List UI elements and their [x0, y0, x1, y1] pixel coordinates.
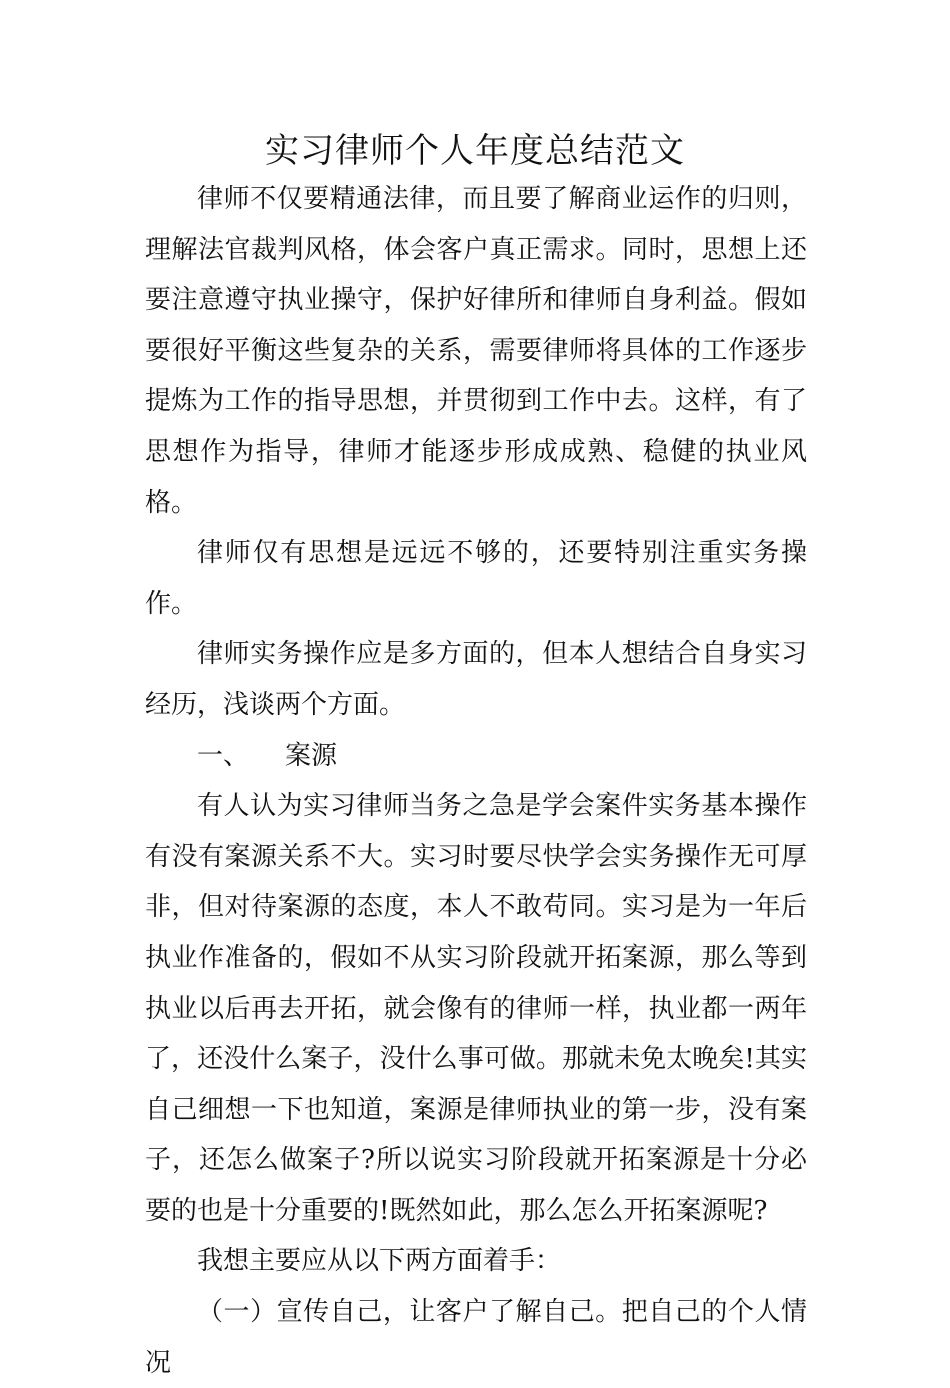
section-heading-number: 一、 [197, 740, 250, 771]
paragraph-two-directions: 我想主要应从以下两方面着手： [197, 1246, 562, 1277]
paragraph-practice-note: 律师仅有思想是远远不够的，还要特别注重实务操作。 [145, 538, 807, 619]
paragraph-two-aspects: 律师实务操作应是多方面的，但本人想结合自身实习经历，浅谈两个方面。 [145, 639, 807, 720]
paragraph-case-source: 有人认为实习律师当务之急是学会案件实务基本操作有没有案源关系不大。实习时要尽快学会实务操作无可厚非，但对待案源的态度，本人不敢苟同。实习是为一年后执业作准备的，假如不从实习阶段就开拓案源，那么等到执业以后再去开拓，就会像有的律师一样，执业都一两年了，还没什么案子，没什么事可做。那就未免太晚矣!其实自己细想一下也知道，案源是律师执业的第一步，没有案子，还怎么做案子?所以说实习阶段就开拓案源是十分必要的也是十分重要的!既然如此，那么怎么开拓案源呢? [145, 791, 807, 1226]
document-body [145, 174, 807, 1388]
paragraph-promote-self: （一）宣传自己，让客户了解自己。把自己的个人情况 [145, 1297, 807, 1378]
paragraph-intro: 律师不仅要精通法律，而且要了解商业运作的归则，理解法官裁判风格，体会客户真正需求。同时，思想上还要注意遵守执业操守，保护好律所和律师自身利益。假如要很好平衡这些复杂的关系，需要律师将具体的工作逐步提炼为工作的指导思想，并贯彻到工作中去。这样，有了思想作为指导，律师才能逐步形成成熟、稳健的执业风格。 [145, 184, 807, 518]
section-heading-text: 案源 [285, 740, 338, 771]
document-title: 实习律师个人年度总结范文 [265, 131, 685, 171]
section-heading [145, 731, 807, 782]
